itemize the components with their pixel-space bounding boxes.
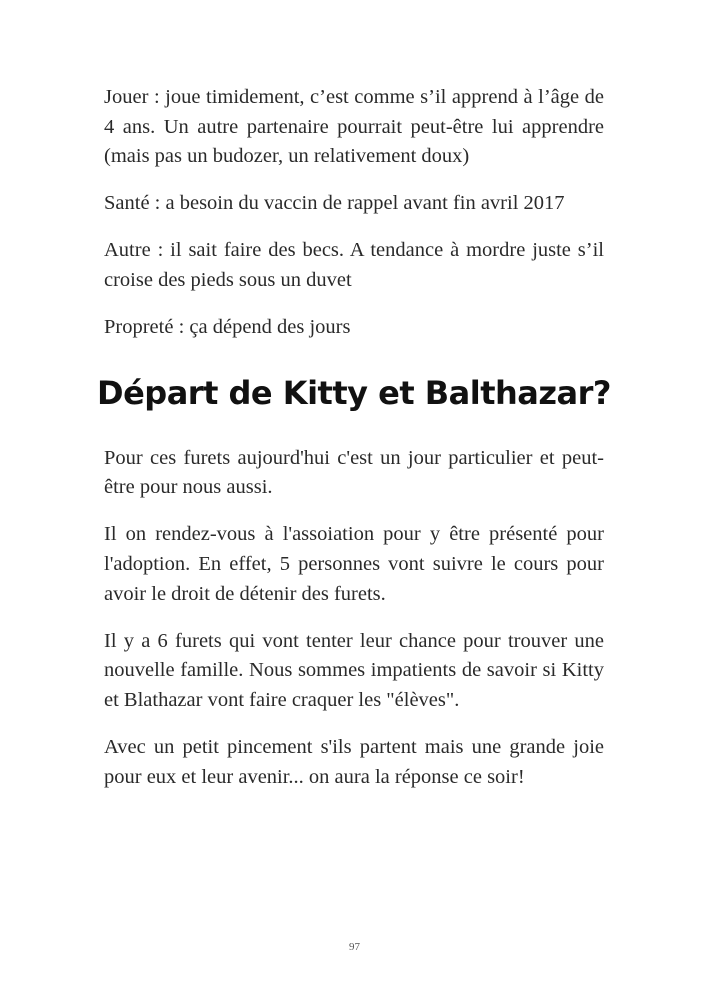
ferret-profile-section (104, 83, 604, 343)
body-paragraph: Pour ces furets aujourd'hui c'est un jour particulier et peut-être pour nous aussi. (104, 446, 604, 499)
body-paragraph: Il y a 6 furets qui vont tenter leur chance pour trouver une nouvelle famille. Nous sommes impatients de savoir si Kitty et Blathazar vont faire craquer les "élèves". (104, 629, 604, 711)
play-paragraph: Jouer : joue timidement, c’est comme s’il apprend à l’âge de 4 ans. Un autre partenaire pourrait peut-être lui apprendre (mais pas un budozer, un relativement doux) (104, 86, 604, 168)
body-paragraph: Avec un petit pincement s'ils partent mais une grande joie pour eux et leur avenir... on aura la réponse ce soir! (104, 735, 604, 788)
section-heading: Départ de Kitty et Balthazar? (97, 373, 611, 412)
cleanliness-paragraph: Propreté : ça dépend des jours (104, 316, 351, 339)
page-number: 97 (349, 941, 360, 953)
other-paragraph: Autre : il sait faire des becs. A tendance à mordre juste s’il croise des pieds sous un duvet (104, 239, 604, 291)
page-content (97, 83, 611, 810)
departure-section (104, 444, 604, 792)
health-paragraph: Santé : a besoin du vaccin de rappel avant fin avril 2017 (104, 192, 565, 215)
body-paragraph: Il on rendez-vous à l'assoiation pour y être présenté pour l'adoption. En effet, 5 personnes vont suivre le cours pour avoir le droit de détenir des furets. (104, 523, 604, 605)
